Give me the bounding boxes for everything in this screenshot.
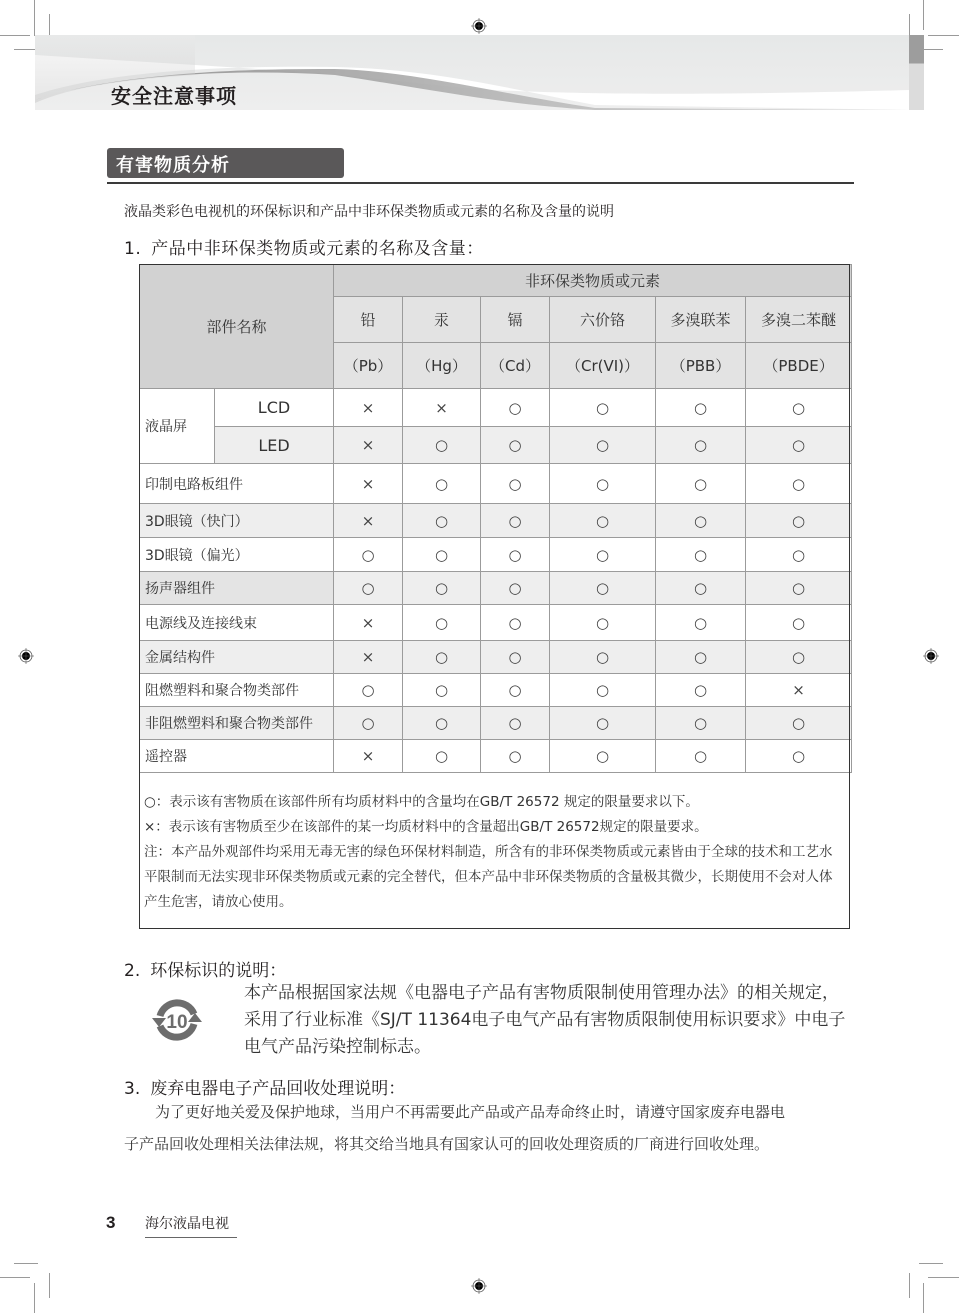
registration-mark-icon [471,1278,487,1294]
value-cell: ○ [746,572,852,605]
value-cell: ○ [403,572,481,605]
substance-symbol: （Cr(VI)） [550,343,656,389]
value-cell: ○ [334,538,403,572]
value-cell: ○ [550,504,656,538]
value-cell: × [334,427,403,464]
section-2-body: 本产品根据国家法规《电器电子产品有害物质限制使用管理办法》的相关规定，采用了行业标准《SJ/T 11364电子电气产品有害物质限制使用标识要求》中电子电气产品污染控制标志。 [244,983,846,1057]
value-cell: ○ [746,605,852,641]
header-band-tab [909,35,924,110]
value-cell: ○ [403,641,481,674]
value-cell: ○ [550,538,656,572]
value-cell: ○ [656,464,746,504]
substance-name: 镉 [481,297,550,343]
value-cell: ○ [481,740,550,773]
table-row [140,572,852,605]
value-cell: ○ [746,538,852,572]
value-cell: ○ [550,641,656,674]
part-name: 非阻燃塑料和聚合物类部件 [140,707,334,740]
value-cell: ○ [550,427,656,464]
value-cell: ○ [403,605,481,641]
substance-name: 汞 [403,297,481,343]
value-cell: ○ [550,572,656,605]
value-cell: ○ [656,572,746,605]
part-name: 3D眼镜（偏光） [140,538,334,572]
registration-mark-icon [18,648,34,664]
value-cell: ○ [746,707,852,740]
value-cell: ○ [481,641,550,674]
table-row [140,605,852,641]
value-cell: × [403,389,481,427]
table-row [140,427,852,464]
section-1-heading [124,234,484,259]
value-cell: ○ [550,707,656,740]
section-title: 有害物质分析 [116,155,230,176]
section-2-number: 2. [124,961,141,981]
value-cell: ○ [656,674,746,707]
part-name: 遥控器 [140,740,334,773]
registration-mark-icon [923,648,939,664]
value-cell: ○ [334,572,403,605]
table-row [140,464,852,504]
value-cell: ○ [403,674,481,707]
value-cell: ○ [481,538,550,572]
section-3-body-line-2: 子产品回收处理相关法律法规，将其交给当地具有国家认可的回收处理资质的厂商进行回收处理。 [124,1135,770,1153]
value-cell: ○ [746,389,852,427]
svg-text:10: 10 [166,1012,188,1033]
value-cell: ○ [550,389,656,427]
value-cell: ○ [656,389,746,427]
value-cell: × [334,504,403,538]
value-cell: ○ [481,427,550,464]
value-cell: ○ [656,605,746,641]
table-row [140,504,852,538]
section-3-number: 3. [124,1079,141,1099]
value-cell: × [746,674,852,707]
part-name: LED [215,427,334,464]
part-name: LCD [215,389,334,427]
value-cell: ○ [403,538,481,572]
part-name: 电源线及连接线束 [140,605,334,641]
value-cell: ○ [481,504,550,538]
substance-name: 多溴二苯醚 [746,297,852,343]
table-row [140,389,852,427]
part-name: 阻燃塑料和聚合物类部件 [140,674,334,707]
table-row [140,740,852,773]
part-name: 扬声器组件 [140,572,334,605]
section-3-body-line-1: 为了更好地关爱及保护地球，当用户不再需要此产品或产品寿命终止时，请遵守国家废弃电器电 [155,1103,786,1121]
substance-symbol: （PBB） [656,343,746,389]
value-cell: ○ [481,572,550,605]
value-cell: ○ [550,464,656,504]
environmental-protection-use-period-10-icon [150,994,204,1046]
substance-group-header: 非环保类物质或元素 [334,265,852,297]
substance-name: 六价铬 [550,297,656,343]
value-cell: ○ [403,504,481,538]
substance-symbol: （Cd） [481,343,550,389]
value-cell: ○ [656,427,746,464]
note-circle-legend: ○：表示该有害物质在该部件所有均质材料中的含量均在GB/T 26572 规定的限量要求以下。 [144,794,699,810]
section-divider [107,182,854,184]
value-cell: ○ [481,674,550,707]
value-cell: ○ [550,674,656,707]
value-cell: ○ [403,427,481,464]
part-group-lcd: 液晶屏 [140,389,215,464]
value-cell: × [334,464,403,504]
part-name: 印制电路板组件 [140,464,334,504]
table-row [140,674,852,707]
section-1-number: 1. [124,239,142,259]
registration-mark-icon [471,18,487,34]
value-cell: ○ [334,674,403,707]
value-cell: ○ [550,740,656,773]
value-cell: ○ [481,707,550,740]
value-cell: × [334,389,403,427]
value-cell: ○ [481,389,550,427]
note-remark: 注：本产品外观部件均采用无毒无害的绿色环保材料制造，所含有的非环保类物质或元素皆由于全球的技术和工艺水平限制而无法实现非环保类物质或元素的完全替代，但本产品中非环保类物质的含量极其微少，长期使用不会对人体产生危害，请放心使用。 [144,844,833,910]
substance-name: 铅 [334,297,403,343]
section-2-heading [124,956,286,981]
value-cell: × [334,605,403,641]
section-3-title: 废弃电器电子产品回收处理说明： [150,1079,406,1099]
value-cell: ○ [746,427,852,464]
substance-symbol: （Pb） [334,343,403,389]
table-row [140,707,852,740]
value-cell: ○ [656,740,746,773]
substance-symbol: （Hg） [403,343,481,389]
value-cell: × [334,641,403,674]
part-name-header: 部件名称 [140,265,334,389]
value-cell: × [334,740,403,773]
value-cell: ○ [656,707,746,740]
part-name: 金属结构件 [140,641,334,674]
section-title-bar [107,148,344,178]
page-number: 3 [106,1213,116,1232]
value-cell: ○ [403,464,481,504]
hazardous-substance-table [139,264,852,773]
note-cross-legend: ×：表示该有害物质至少在该部件的某一均质材料中的含量超出GB/T 26572规定的限量要求。 [144,819,708,835]
substance-symbol: （PBDE） [746,343,852,389]
value-cell: ○ [481,605,550,641]
section-3-heading [124,1074,405,1099]
value-cell: ○ [403,707,481,740]
value-cell: ○ [334,707,403,740]
value-cell: ○ [656,641,746,674]
section-2-title: 环保标识的说明： [150,961,287,981]
chapter-title: 安全注意事项 [111,84,237,108]
table-row [140,641,852,674]
value-cell: ○ [746,740,852,773]
value-cell: ○ [403,740,481,773]
table-row [140,538,852,572]
intro-text: 液晶类彩色电视机的环保标识和产品中非环保类物质或元素的名称及含量的说明 [124,204,614,220]
value-cell: ○ [656,504,746,538]
table-notes [144,790,844,915]
footer-brand: 海尔液晶电视 [145,1213,237,1238]
part-name: 3D眼镜（快门） [140,504,334,538]
value-cell: ○ [746,464,852,504]
value-cell: ○ [656,538,746,572]
section-1-title: 产品中非环保类物质或元素的名称及含量： [151,239,484,259]
value-cell: ○ [746,504,852,538]
value-cell: ○ [550,605,656,641]
value-cell: ○ [746,641,852,674]
substance-name: 多溴联苯 [656,297,746,343]
value-cell: ○ [481,464,550,504]
